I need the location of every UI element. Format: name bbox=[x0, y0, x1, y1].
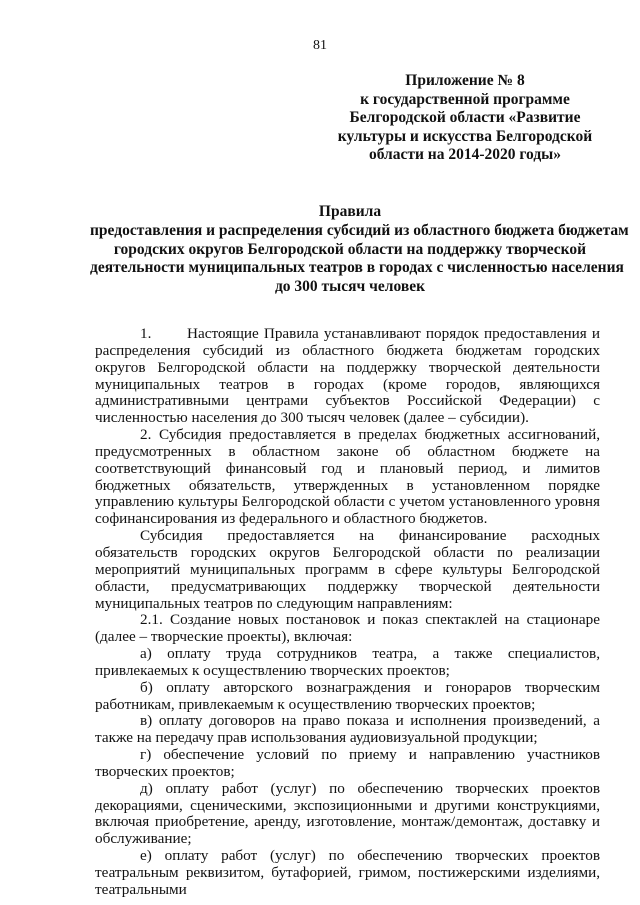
document-title bbox=[90, 203, 629, 297]
appendix-line: области на 2014-2020 годы» bbox=[368, 146, 562, 163]
appendix-line: культуры и искусства Белгородской bbox=[337, 127, 593, 145]
paragraph-2-1: 2.1. Создание новых постановок и показ спектаклей на стационаре (далее – творческие проекты), включая: bbox=[95, 611, 600, 646]
paragraph-1: 1. Настоящие Правила устанавливают порядок предоставления и распределения субсидий из областного бюджета бюджетам городских округов Белгородской области на поддержку творческой деятельности муниципальных театров в городах (кроме городов, являющихся административными центрами субъектов Российской Федерации) с численностью населения до 300 тысяч человек (далее – субсидии). bbox=[95, 325, 600, 427]
appendix-block bbox=[330, 72, 600, 165]
list-item-e: е) оплату работ (услуг) по обеспечению творческих проектов театральным реквизитом, бутафорией, гримом, постижерскими изделиями, театральными bbox=[95, 847, 600, 898]
list-item-v: в) оплату договоров на право показа и исполнения произведений, а также на передачу прав использования аудиовизуальной продукции; bbox=[95, 712, 600, 747]
appendix-line: Белгородской области «Развитие bbox=[349, 109, 581, 126]
document-body bbox=[95, 326, 600, 899]
title-line: предоставления и распределения субсидий из областного бюджета бюджетам bbox=[90, 221, 629, 239]
list-item-a: а) оплату труда сотрудников театра, а также специалистов, привлекаемых к осуществлению творческих проектов; bbox=[95, 645, 600, 679]
list-item-g: г) обеспечение условий по приему и направлению участников творческих проектов; bbox=[95, 746, 600, 780]
list-item-b: б) оплату авторского вознаграждения и гонораров творческим работникам, привлекаемым к осуществлению творческих проектов; bbox=[95, 678, 600, 713]
list-item-d: д) оплату работ (услуг) по обеспечению творческих проектов декорациями, сценическими, экспозиционными и другими конструкциями, включая приобретение, аренду, изготовление, монтаж/демонтаж, доставку и обслуживание; bbox=[95, 779, 600, 848]
page-number: 81 bbox=[313, 38, 327, 53]
paragraph-subsidy: Субсидия предоставляется на финансирование расходных обязательств городских округов Белгородской области по реализации мероприятий муниципальных программ в сфере культуры Белгородской области, предусматривающих поддержку творческой деятельности муниципальных театров по следующим направлениям: bbox=[95, 527, 600, 612]
title-line: деятельности муниципальных театров в городах с численностью населения bbox=[90, 259, 624, 277]
paragraph-2: 2. Субсидия предоставляется в пределах бюджетных ассигнований, предусмотренных в областном законе об областном бюджете на соответствующий финансовый год и плановый период, и лимитов бюджетных обязательств, утвержденных в установленном порядке управлению культуры Белгородской области с учетом установленного уровня софинансирования из федерального и областного бюджетов. bbox=[95, 426, 600, 528]
title-heading: Правила bbox=[318, 203, 382, 220]
title-line: городских округов Белгородской области на поддержку творческой bbox=[113, 240, 587, 258]
appendix-line: Приложение № 8 bbox=[405, 72, 525, 89]
title-line: до 300 тысяч человек bbox=[274, 278, 426, 296]
appendix-line: к государственной программе bbox=[360, 90, 570, 108]
